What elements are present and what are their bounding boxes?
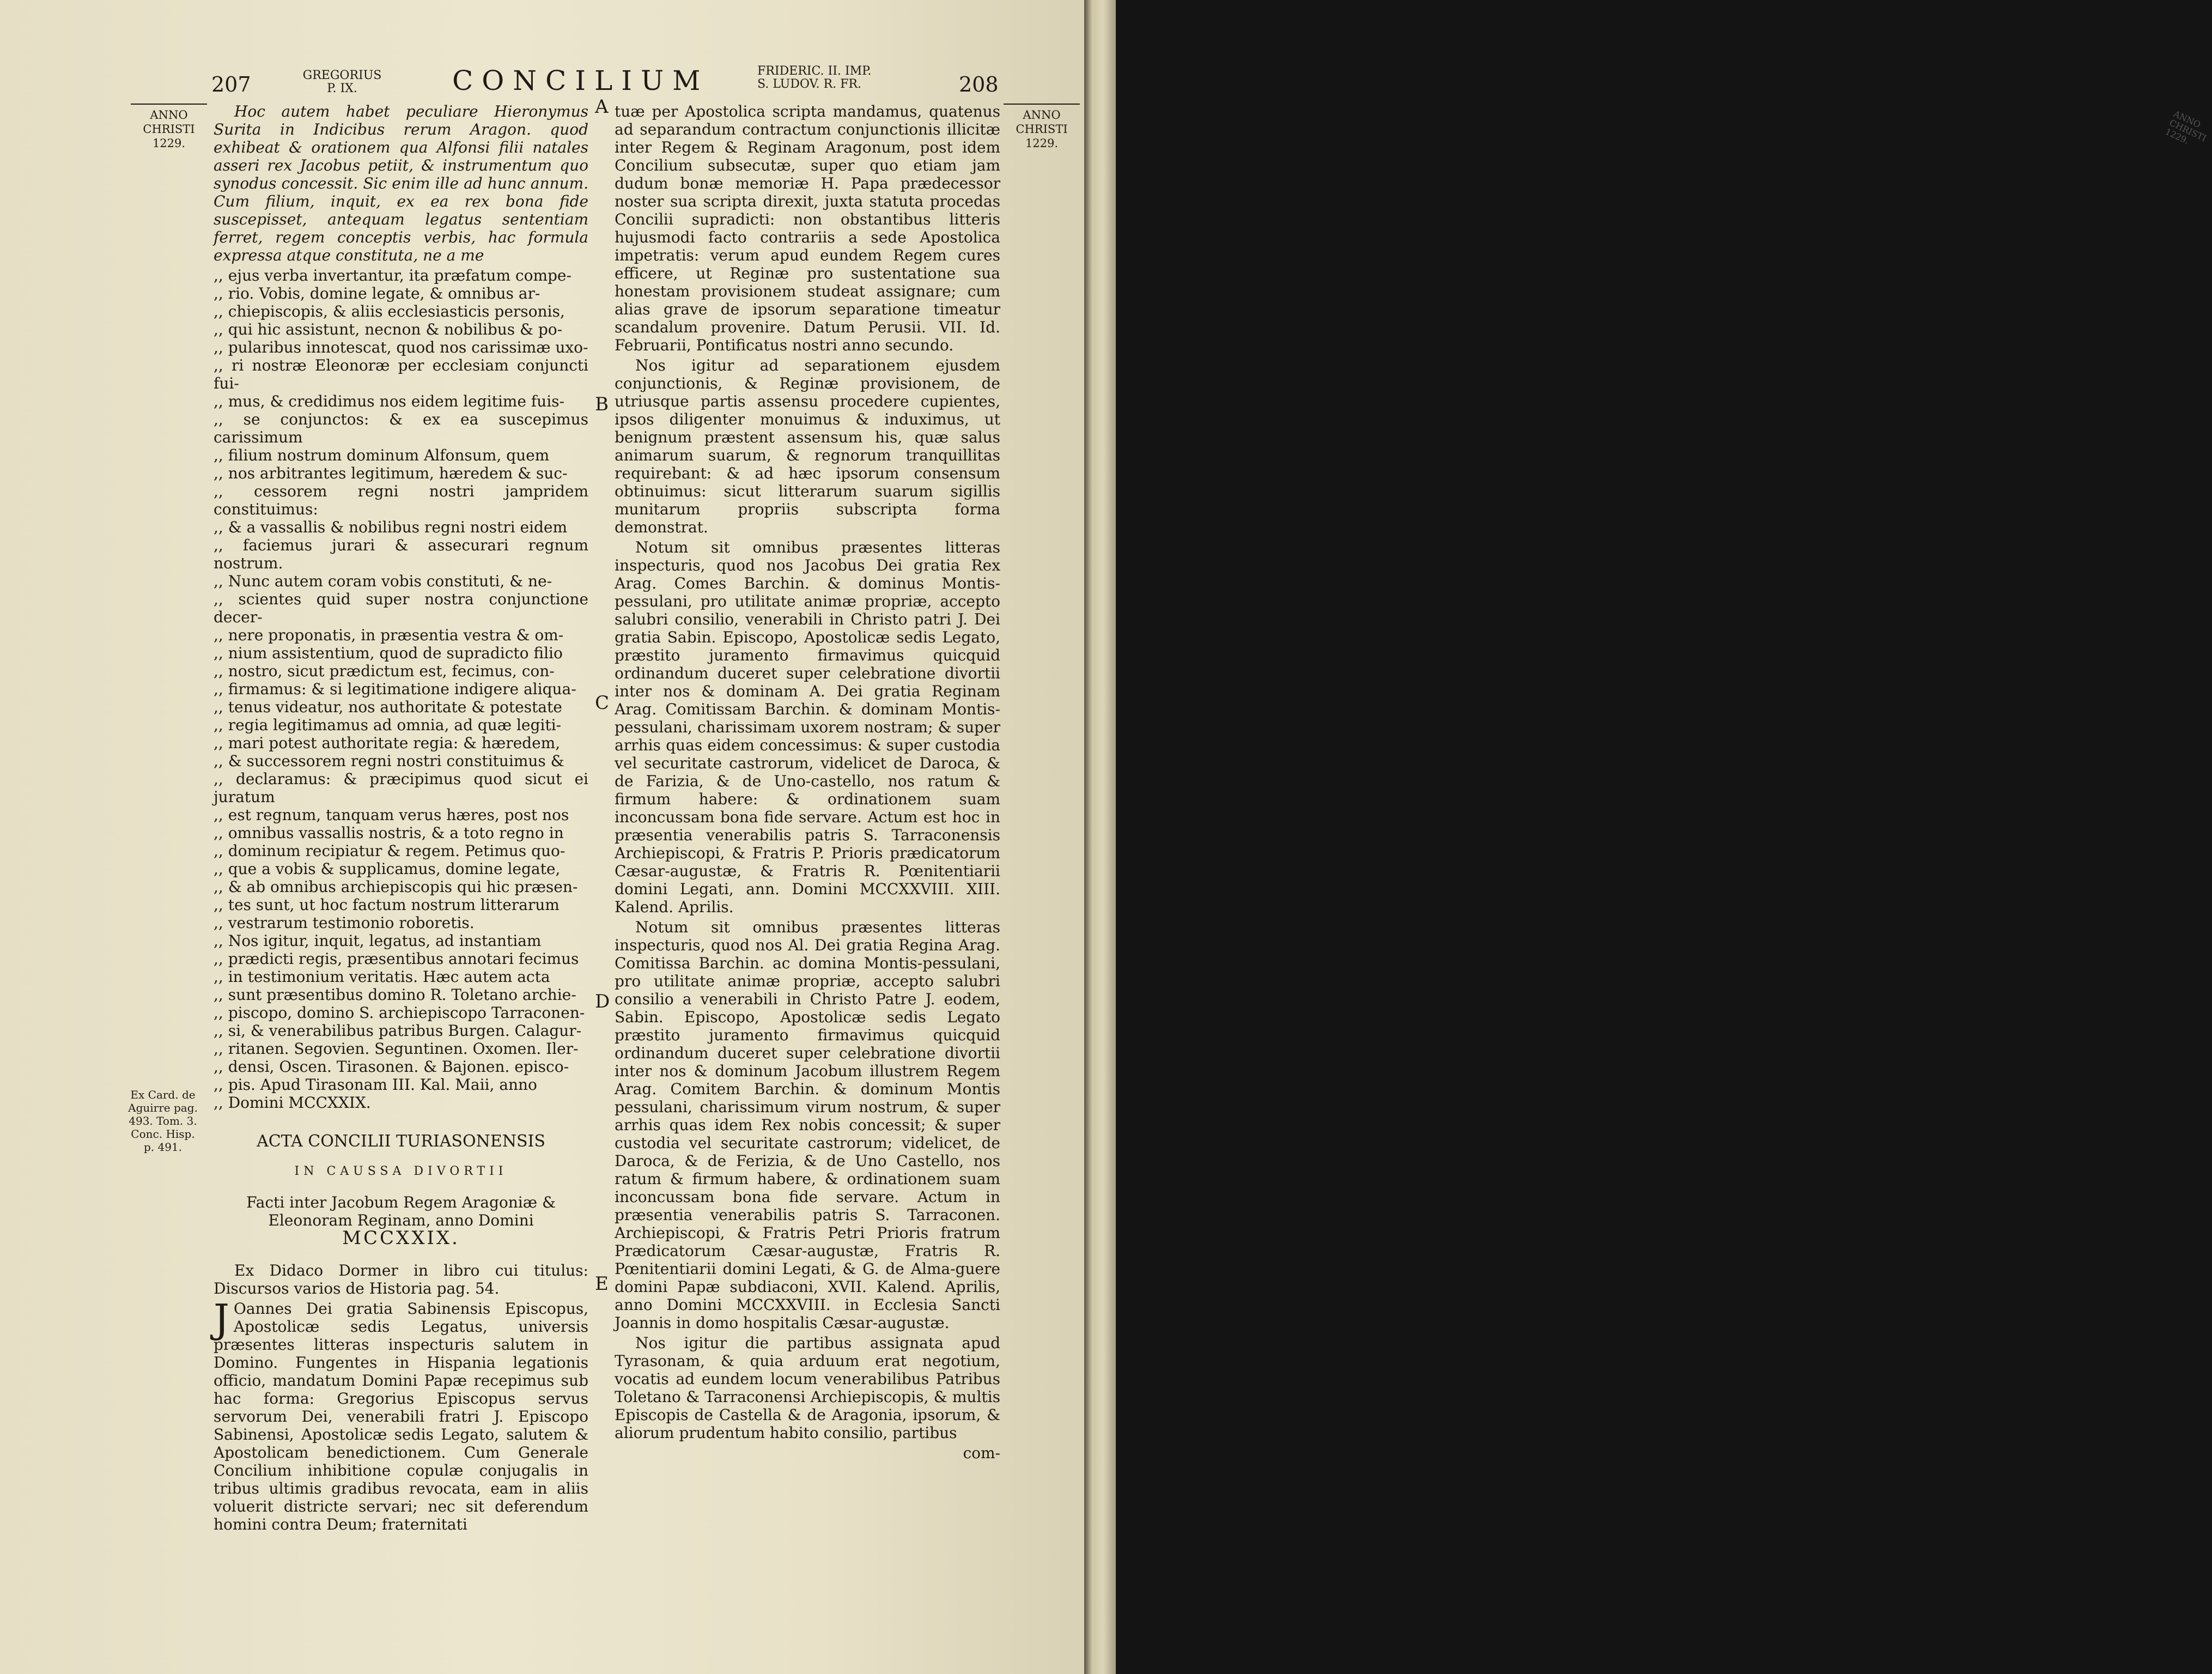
quote-line: ,, pis. Apud Tirasonam III. Kal. Maii, anno [214, 1076, 588, 1094]
running-head-right: FRIDERIC. II. IMP. S. LUDOV. R. FR. [757, 64, 872, 91]
quote-line: ,, regia legitimamus ad omnia, ad quæ legiti- [214, 716, 588, 734]
acta-title: ACTA CONCILII TURIASONENSIS [257, 1132, 545, 1151]
quote-line: ,, que a vobis & supplicamus, domine legate, [214, 860, 588, 878]
quote-line: ,, sunt præsentibus domino R. Toletano archie- [214, 986, 588, 1004]
quote-line: ,, prædicti regis, præsentibus annotari fecimus [214, 950, 588, 968]
margin-year-left: ANNO CHRISTI 1229. [131, 104, 207, 150]
quote-line: ,, tes sunt, ut hoc factum nostrum litterarum [214, 896, 588, 914]
left-column [214, 102, 588, 1536]
next-page-margin: ANNO CHRISTI 1229. [2164, 108, 2208, 147]
legate-quote [214, 932, 588, 1112]
quote-line: ,, filium nostrum dominum Alfonsum, quem [214, 446, 588, 464]
book-page [0, 0, 1087, 1674]
running-title: CONCILIUM [452, 65, 709, 96]
paragraph-papal-mandate: tuæ per Apostolica scripta mandamus, quatenus ad separandum contractum conjunctionis illicitæ inter Regem & Reginam Aragonum, post idem Concilium subsecutæ, super quo etiam jam dudum bonæ memoriæ H. Papa prædecessor noster sua scripta direxit, juxta statuta procedas Concilii supradicti: non obstantibus litteris hujusmodi facto contrariis a sede Apostolica impetratis: verum apud eundem Regem cures efficere, ut Reginæ pro sustentatione sua honestam provisionem studeat assignare; cum alias grave de ipsorum separatione timeatur scandalum provenire. Datum Perusii. VII. Id. Februarii, Pontificatus nostri anno secundo. [615, 102, 1000, 354]
section-letter-a: A [595, 96, 609, 118]
drop-cap: J [214, 1296, 229, 1342]
paragraph-queen-oath: Notum sit omnibus præsentes litteras inspecturis, quod nos Al. Dei gratia Regina Arag. Comitissa Barchin. ac domina Montis-pessulani, pro utilitate animæ propriæ, accepto salubri consilio a venerabili in Christo Patre J. eodem, Sabin. Episcopo, Apostolicæ sedis Legato præstito juramento firmavimus quicquid ordinandum duceret super celebratione divortii inter nos & dominum Jacobum illustrem Regem Arag. Comitem Barchin. & dominum Montis pessulani, charissimum virum nostrum, & super arrhis quas idem Rex nobis concessit; & super custodia vel securitate castrorum; videlicet, de Daroca, & de Ferizia, & de Uno Castello, nos ratum & firmum habere, & ordinationem suam inconcussam bona fide servare. Actum in præsentia venerabilis patris S. Tarraconen. Archiepiscopi, & Fratris Petri Prioris fratrum Prædicatorum Cæsar-augustæ, Fratris R. Pœnitentiarii domini Legati, & G. de Alma-guere domini Papæ subdiaconi, XVII. Kalend. Aprilis, anno Domini MCCXXVIII. in Ecclesia Sancti Joannis in domo hospitalis Cæsar-augustæ. [615, 918, 1000, 1332]
quote-line: ,, mus, & credidimus nos eidem legitime fuis- [214, 392, 588, 410]
quote-line: ,, nium assistentium, quod de supradicto filio [214, 644, 588, 662]
section-letter-b: B [595, 393, 609, 415]
quote-line: ,, nos arbitrantes legitimum, hæredem & suc- [214, 464, 588, 482]
quote-line: ,, Domini MCCXXIX. [214, 1094, 588, 1112]
paragraph-tarazona: Nos igitur die partibus assignata apud Tyrasonam, & quia arduum erat negotium, vocatis ad eundem locum venerabilibus Patribus Toletano & Tarraconensi Archiepiscopis, & multis Episcopis de Castella & de Aragonia, ipsorum, & aliorum prudentum habito consilio, partibus [615, 1334, 1000, 1442]
quote-line: ,, ritanen. Segovien. Seguntinen. Oxomen. Iler- [214, 1040, 588, 1058]
quote-line: ,, Nunc autem coram vobis constituti, & ne- [214, 572, 588, 590]
quote-line: ,, ejus verba invertantur, ita præfatum compe- [214, 266, 588, 284]
margin-reference-note: Ex Card. de Aguirre pag. 493. Tom. 3. Conc. Hisp. p. 491. [128, 1088, 198, 1154]
acta-description: Facti inter Jacobum Regem Aragoniæ & Eleonoram Reginam, anno Domini MCCXXIX. [214, 1193, 588, 1247]
quote-line: ,, in testimonium veritatis. Hæc autem acta [214, 968, 588, 986]
quote-line: ,, Nos igitur, inquit, legatus, ad instantiam [214, 932, 588, 950]
quote-line: ,, nere proponatis, in præsentia vestra & om- [214, 626, 588, 644]
quote-line: ,, cessorem regni nostri jampridem constituimus: [214, 482, 588, 518]
quote-line: ,, declaramus: & præcipimus quod sicut ei juratum [214, 770, 588, 806]
quote-line: ,, dominum recipiatur & regem. Petimus quo- [214, 842, 588, 860]
section-letter-d: D [595, 991, 610, 1012]
page-header [0, 63, 1087, 106]
quote-line: ,, piscopo, domino S. archiepiscopo Tarraconen- [214, 1004, 588, 1022]
paragraph-king-oath: Notum sit omnibus præsentes litteras inspecturis, quod nos Jacobus Dei gratia Rex Arag. Comes Barchin. & dominus Montis-pessulani, pro utilitate animæ propriæ, accepto salubri consilio, venerabili in Christo patri J. Dei gratia Sabin. Episcopo, Apostolicæ sedis Legato, præstito juramento firmavimus quicquid ordinandum duceret super celebratione divortii inter nos & dominam A. Dei gratia Reginam Arag. Comitissam Barchin. & dominam Montis-pessulani, charissimam uxorem nostram; & super arrhis quas eidem concessimus: & super custodia vel securitate castrorum, videlicet de Daroca, & de Farizia, & de Uno-castello, nos ratum & firmum habere: & ordinationem suam inconcussam bona fide servare. Actum est hoc in præsentia venerabilis patris S. Tarraconensis Archiepiscopi, & Fratris P. Prioris prædicatorum Cæsar-augustæ, & Fratris R. Pœnitentiarii domini Legati, ann. Domini MCCXXVIII. XIII. Kalend. Aprilis. [615, 538, 1000, 916]
quote-line: ,, mari potest authoritate regia: & hæredem, [214, 734, 588, 752]
acta-year: MCCXXIX. [342, 1227, 460, 1249]
quote-line: ,, est regnum, tanquam verus hæres, post nos [214, 806, 588, 824]
quote-line: ,, & successorem regni nostri constituimus & [214, 752, 588, 770]
acta-subtitle: IN CAUSSA DIVORTII [294, 1164, 508, 1178]
quote-line: ,, firmamus: & si legitimatione indigere aliqua- [214, 680, 588, 698]
book-gutter [1084, 0, 2208, 1674]
quote-line: ,, chiepiscopis, & aliis ecclesiasticis personis, [214, 302, 588, 320]
running-head-left: GREGORIUS P. IX. [302, 69, 382, 95]
king-oration-quote [214, 266, 588, 932]
source-citation: Ex Didaco Dormer in libro cui titulus: Discursos varios de Historia pag. 54. [214, 1261, 588, 1297]
margin-rule [131, 104, 207, 105]
quote-line: ,, ri nostræ Eleonoræ per ecclesiam conjuncti fui- [214, 356, 588, 392]
quote-line: ,, & a vassallis & nobilibus regni nostri eidem [214, 518, 588, 536]
quote-line: ,, densi, Oscen. Tirasonen. & Bajonen. episco- [214, 1058, 588, 1076]
quote-line: ,, rio. Vobis, domine legate, & omnibus ar- [214, 284, 588, 302]
catchword: com- [963, 1444, 1000, 1462]
quote-line: ,, vestrarum testimonio roboretis. [214, 914, 588, 932]
quote-line: ,, si, & venerabilibus patribus Burgen. Calagur- [214, 1022, 588, 1040]
quote-line: ,, se conjunctos: & ex ea suscepimus carissimum [214, 410, 588, 446]
right-column [615, 102, 1000, 1462]
quote-line: ,, omnibus vassallis nostris, & a toto regno in [214, 824, 588, 842]
margin-rule [1004, 104, 1080, 105]
quote-line: ,, tenus videatur, nos authoritate & potestate [214, 698, 588, 716]
section-letter-c: C [595, 692, 610, 714]
quote-line: ,, qui hic assistunt, necnon & nobilibus & po- [214, 320, 588, 338]
section-letter-e: E [595, 1273, 609, 1295]
quote-line: ,, pularibus innotescat, quod nos carissimæ uxo- [214, 338, 588, 356]
letter-paragraph: J Oannes Dei gratia Sabinensis Episcopus, Apostolicæ sedis Legatus, universis præsentes litteras inspecturis salutem in Domino. Fungentes in Hispania legationis officio, mandatum Domini Papæ recepimus sub hac forma: Gregorius Episcopus servus servorum Dei, venerabili fratri J. Episcopo Sabinensi, Apostolicæ sedis Legato, salutem & Apostolicam benedictionem. Cum Generale Concilium inhibitione copulæ conjugalis in tribus ultimis gradibus revocata, eam in aliis voluerit districte servari; nec sit deferendum homini contra Deum; fraternitati [214, 1296, 588, 1533]
paragraph-separation: Nos igitur ad separationem ejusdem conjunctionis, & Reginæ provisionem, de utriusque partis assensu procedere cupientes, ipsos diligenter monuimus & induximus, ut benignum præstent assensum his, quæ salus animarum suarum, & regnorum tranquillitas requirebant: & ad hæc ipsorum consensum obtinuimus: sicut litterarum suarum sigillis munitarum propriis subscripta forma demonstrat. [615, 356, 1000, 536]
quote-line: ,, nostro, sicut prædictum est, fecimus, con- [214, 662, 588, 680]
quote-line: ,, & ab omnibus archiepiscopis qui hic præsen- [214, 878, 588, 896]
page-number-right: 208 [959, 72, 999, 96]
margin-year-right: ANNO CHRISTI 1229. [1004, 104, 1080, 150]
page-number-left: 207 [211, 72, 251, 96]
quote-line: ,, faciemus jurari & assecurari regnum nostrum. [214, 536, 588, 572]
intro-paragraph: Hoc autem habet peculiare Hieronymus Surita in Indicibus rerum Aragon. quod exhibeat & orationem qua Alfonsi filii natales asseri rex Jacobus petiit, & instrumentum quo synodus concessit. Sic enim ille ad hunc annum. Cum filium, inquit, ex ea rex bona fide suscepisset, antequam legatus sententiam ferret, regem conceptis verbis, hac formula expressa atque constituta, ne a me [214, 102, 588, 264]
quote-line: ,, scientes quid super nostra conjunctione decer- [214, 590, 588, 626]
